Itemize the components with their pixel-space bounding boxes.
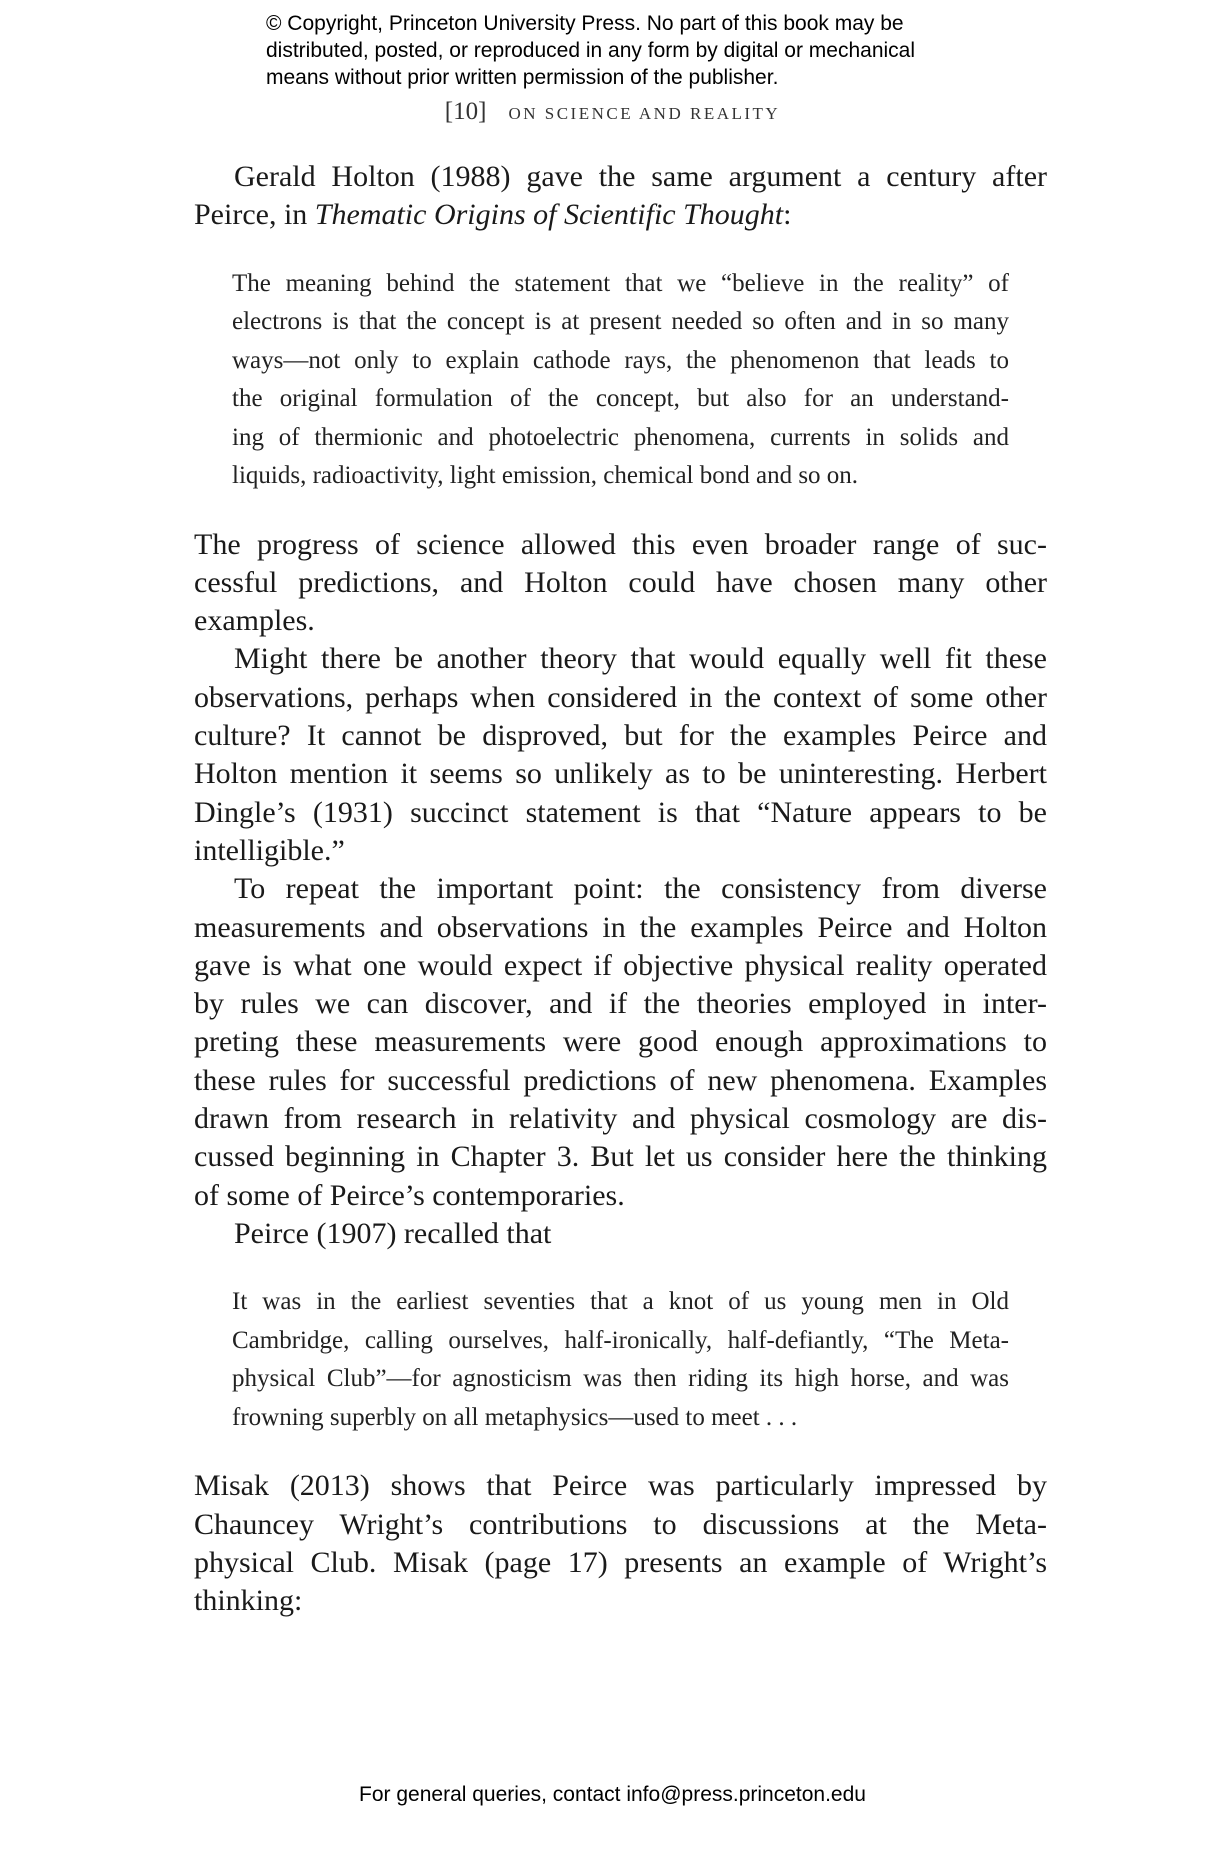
chapter-title: ON SCIENCE AND REALITY bbox=[508, 104, 781, 123]
text-line bbox=[194, 196, 1047, 234]
text-line: The progress of science allowed this even broader range of suc- bbox=[194, 527, 1047, 561]
text-line: Misak (2013) shows that Peirce was particularly impressed by bbox=[194, 1469, 1047, 1503]
book-title: Thematic Origins of Scientific Thought bbox=[314, 198, 784, 232]
text-line: physical Club”—for agnosticism was then riding its high horse, and was bbox=[232, 1365, 1009, 1393]
page-body bbox=[194, 158, 1047, 1620]
text-line: measurements and observations in the examples Peirce and Holton bbox=[194, 910, 1047, 944]
text-line: cussed beginning in Chapter 3. But let us consider here the thinking bbox=[194, 1140, 1047, 1174]
block-quote bbox=[232, 265, 1009, 496]
copyright-line: distributed, posted, or reproduced in any form by digital or mechanical bbox=[266, 39, 916, 62]
text-line: culture? It cannot be disproved, but for the examples Peirce and bbox=[194, 719, 1047, 753]
text-line: gave is what one would expect if objective physical reality operated bbox=[194, 948, 1047, 982]
text-line: drawn from research in relativity and physical cosmology are dis- bbox=[194, 1102, 1047, 1136]
text-line: Dingle’s (1931) succinct statement is that “Nature appears to be bbox=[194, 795, 1047, 829]
paragraph bbox=[194, 1215, 1047, 1253]
text-line: thinking: bbox=[194, 1584, 303, 1618]
text-line: Holton mention it seems so unlikely as to be uninteresting. Herbert bbox=[194, 757, 1047, 791]
text-line: Cambridge, calling ourselves, half-ironically, half-defiantly, “The Meta- bbox=[232, 1326, 1009, 1354]
text-line: Peirce (1907) recalled that bbox=[234, 1216, 552, 1250]
copyright-notice bbox=[266, 10, 915, 91]
block-quote bbox=[232, 1283, 1009, 1437]
copyright-line: © Copyright, Princeton University Press. No part of this book may be bbox=[266, 12, 904, 35]
text-line: preting these measurements were good enough approximations to bbox=[194, 1025, 1047, 1059]
page-number: [10] bbox=[444, 98, 487, 125]
text-line: intelligible.” bbox=[194, 833, 345, 867]
paragraph bbox=[194, 526, 1047, 641]
footer-contact: For general queries, contact info@press.princeton.edu bbox=[359, 1783, 866, 1806]
copyright-line: means without prior written permission of the publisher. bbox=[266, 66, 779, 89]
paragraph bbox=[194, 158, 1047, 235]
text-line: liquids, radioactivity, light emission, chemical bond and so on. bbox=[232, 462, 859, 490]
text-run: : bbox=[783, 198, 792, 232]
running-head bbox=[0, 98, 1225, 126]
text-line: Might there be another theory that would equally well fit these bbox=[234, 642, 1047, 676]
text-line: of some of Peirce’s contemporaries. bbox=[194, 1178, 625, 1212]
text-line: It was in the earliest seventies that a knot of us young men in Old bbox=[232, 1288, 1009, 1316]
text-line: To repeat the important point: the consistency from diverse bbox=[234, 872, 1047, 906]
text-line: ing of thermionic and photoelectric phenomena, currents in solids and bbox=[232, 423, 1009, 451]
text-line: these rules for successful predictions of new phenomena. Examples bbox=[194, 1063, 1047, 1097]
paragraph bbox=[194, 870, 1047, 1215]
text-line: Chauncey Wright’s contributions to discussions at the Meta- bbox=[194, 1507, 1047, 1541]
text-line: physical Club. Misak (page 17) presents an example of Wright’s bbox=[194, 1545, 1047, 1579]
text-line: the original formulation of the concept, but also for an understand- bbox=[232, 385, 1009, 413]
paragraph bbox=[194, 640, 1047, 870]
text-line: frowning superbly on all metaphysics—used to meet . . . bbox=[232, 1403, 798, 1431]
text-line: The meaning behind the statement that we “believe in the reality” of bbox=[232, 269, 1009, 297]
text-line: by rules we can discover, and if the theories employed in inter- bbox=[194, 987, 1047, 1021]
text-line: electrons is that the concept is at present needed so often and in so many bbox=[232, 308, 1009, 336]
text-line: examples. bbox=[194, 604, 315, 638]
text-line: observations, perhaps when considered in the context of some other bbox=[194, 680, 1047, 714]
paragraph bbox=[194, 1467, 1047, 1620]
text-line: ways—not only to explain cathode rays, the phenomenon that leads to bbox=[232, 346, 1009, 374]
text-line: cessful predictions, and Holton could have chosen many other bbox=[194, 565, 1047, 599]
text-run: Peirce, in bbox=[194, 198, 315, 232]
text-line: Gerald Holton (1988) gave the same argument a century after bbox=[234, 160, 1047, 193]
